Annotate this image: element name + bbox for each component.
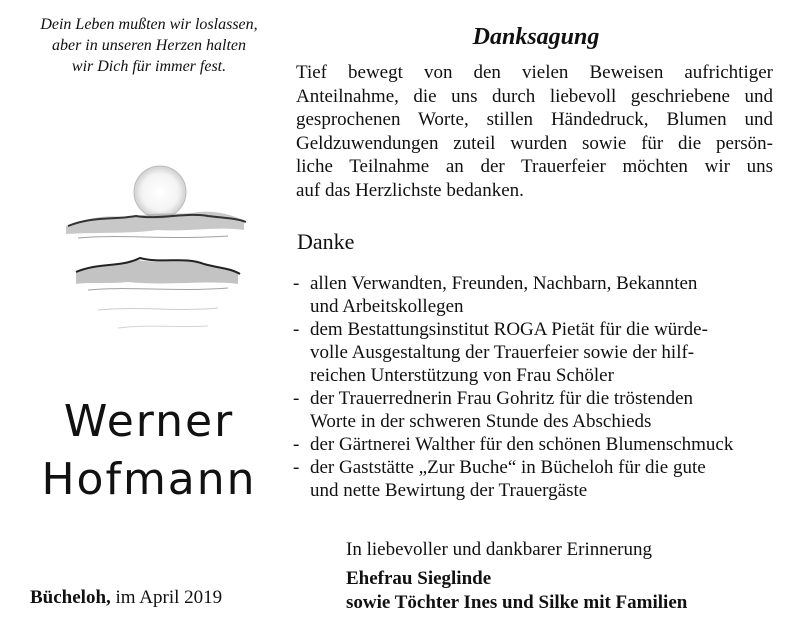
- list-item: [293, 433, 783, 456]
- memorial-poem: [14, 14, 284, 77]
- signature-line: sowie Töchter Ines und Silke mit Familien: [346, 592, 688, 613]
- intro-line: Geldzuwendungen zuteil wurden sowie für die persön-: [296, 132, 773, 154]
- intro-line: auf das Herzlichste bedanken.: [296, 179, 524, 201]
- list-item-line: der Trauerrednerin Frau Gohritz für die tröstenden: [310, 388, 694, 409]
- poem-line: Dein Leben mußten wir loslassen,: [40, 16, 258, 33]
- list-item: [293, 456, 783, 502]
- signature: [346, 567, 687, 615]
- closing-line: In liebevoller und dankbarer Erinnerung: [346, 539, 652, 560]
- deceased-name: [14, 393, 284, 509]
- poem-line: wir Dich für immer fest.: [71, 58, 227, 75]
- list-item-line: der Gärtnerei Walther für den schönen Blumenschmuck: [310, 434, 734, 455]
- intro-paragraph: [296, 61, 773, 203]
- list-dash: -: [293, 434, 300, 455]
- list-item-line: und nette Bewirtung der Trauergäste: [310, 480, 588, 501]
- intro-line: gesprochenen Worte, stillen Händedruck, Blumen und: [296, 109, 773, 131]
- sun-over-mountains-illustration: [58, 160, 248, 340]
- list-dash: -: [293, 273, 300, 294]
- thanks-list: [293, 272, 783, 502]
- poem-line: aber in unseren Herzen halten: [51, 37, 247, 54]
- intro-line: liche Teilnahme an der Trauerfeier möchten wir uns: [296, 156, 773, 178]
- thanks-heading: Danke: [297, 229, 355, 254]
- list-item-line: dem Bestattungsinstitut ROGA Pietät für die würde-: [310, 319, 708, 340]
- signature-line: Ehefrau Sieglinde: [346, 568, 492, 589]
- intro-line: Tief bewegt von den vielen Beweisen aufrichtiger: [296, 62, 773, 83]
- place-and-date: [30, 587, 222, 609]
- date: im April 2019: [115, 587, 223, 608]
- list-item-line: reichen Unterstützung von Frau Schöler: [310, 365, 614, 386]
- list-item: [293, 272, 783, 318]
- list-dash: -: [293, 319, 300, 340]
- list-dash: -: [293, 388, 300, 409]
- list-item-line: und Arbeitskollegen: [310, 296, 464, 317]
- list-item-line: der Gaststätte „Zur Buche“ in Bücheloh für die gute: [310, 457, 706, 478]
- list-item: [293, 387, 783, 433]
- intro-line: Anteilnahme, die uns durch liebevoll geschriebene und: [296, 85, 773, 107]
- notice-title: Danksagung: [472, 24, 600, 50]
- deceased-last-name: Hofmann: [41, 454, 257, 505]
- list-item-line: volle Ausgestaltung der Trauerfeier sowie der hilf-: [310, 342, 695, 363]
- list-dash: -: [293, 457, 300, 478]
- list-item: [293, 318, 783, 387]
- place: Bücheloh,: [30, 587, 111, 608]
- list-item-line: allen Verwandten, Freunden, Nachbarn, Bekannten: [310, 273, 698, 294]
- list-item-line: Worte in der schweren Stunde des Abschieds: [310, 411, 652, 432]
- deceased-first-name: Werner: [63, 396, 235, 447]
